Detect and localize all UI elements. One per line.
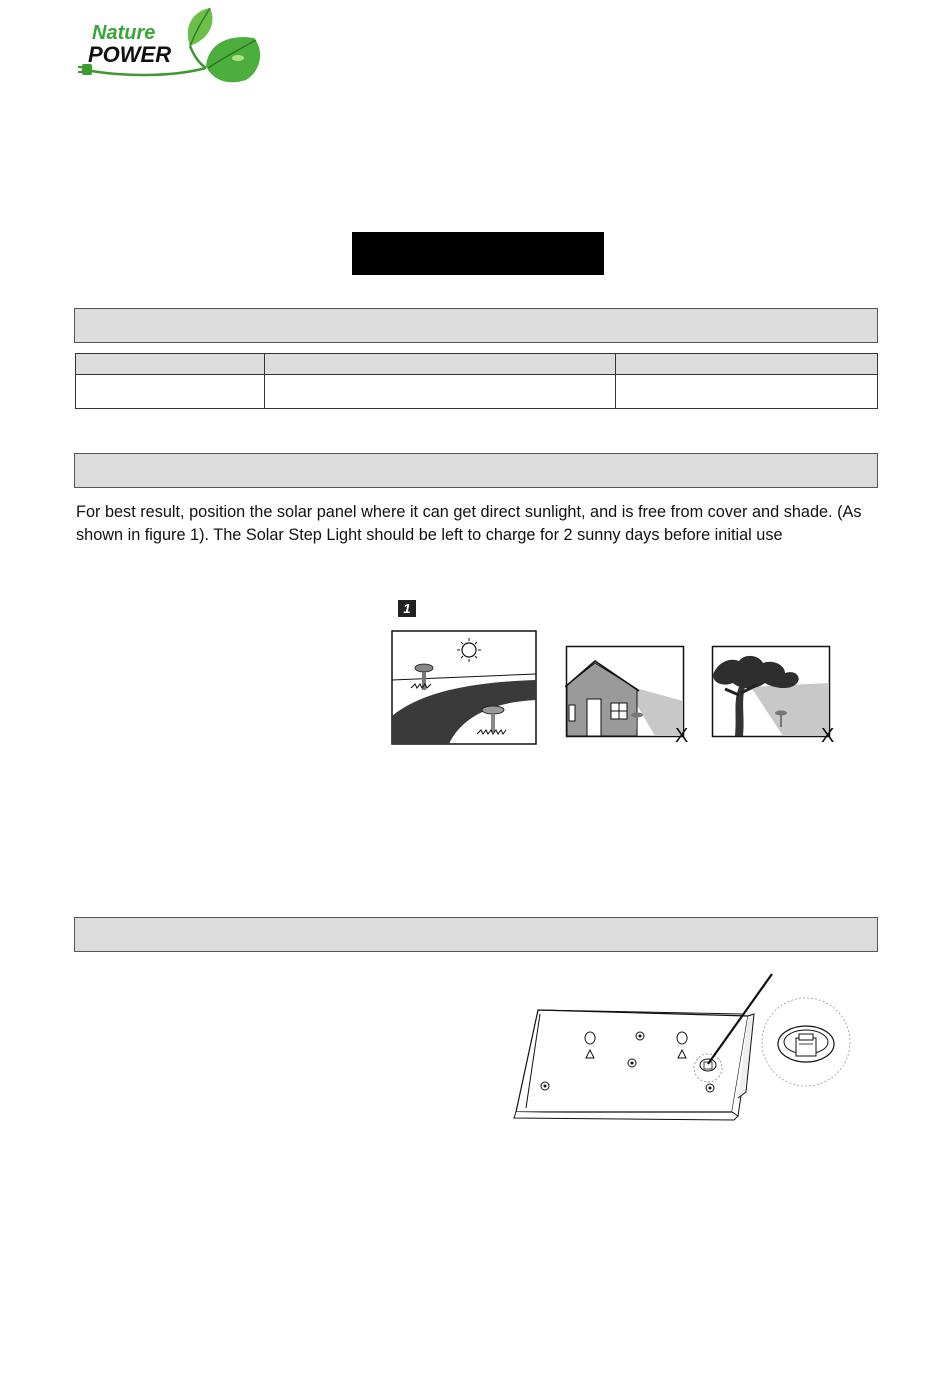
table-header-cell [76,354,265,375]
base-plate-diagram [510,968,860,1128]
figure-tree-shade [711,645,839,747]
table-cell [76,375,265,409]
figure-good-placement [391,630,538,746]
table-header-row [76,354,878,375]
specification-table [75,353,878,409]
positioning-paragraph: For best result, position the solar panel where it can get direct sunlight, and is free from cover and shade. (As shown in figure 1). The Solar Step Light should be left to charge for 2 sunny days before initial use [76,503,862,544]
table-header-cell [616,354,878,375]
section-header-positioning [74,453,878,488]
table-cell [265,375,616,409]
title-banner [352,232,604,275]
bad-placement-mark: X [821,725,835,747]
brand-logo [78,6,270,88]
figure-house-shade [565,645,693,747]
logo-power-text: POWER [88,42,172,67]
figure-number-badge: 1 [398,600,416,617]
bad-placement-mark: X [675,725,689,747]
table-row [76,375,878,409]
section-header-specifications [74,308,878,343]
table-header-cell [265,354,616,375]
section-header-installation [74,917,878,952]
table-cell [616,375,878,409]
logo-nature-text: Nature [92,22,156,44]
